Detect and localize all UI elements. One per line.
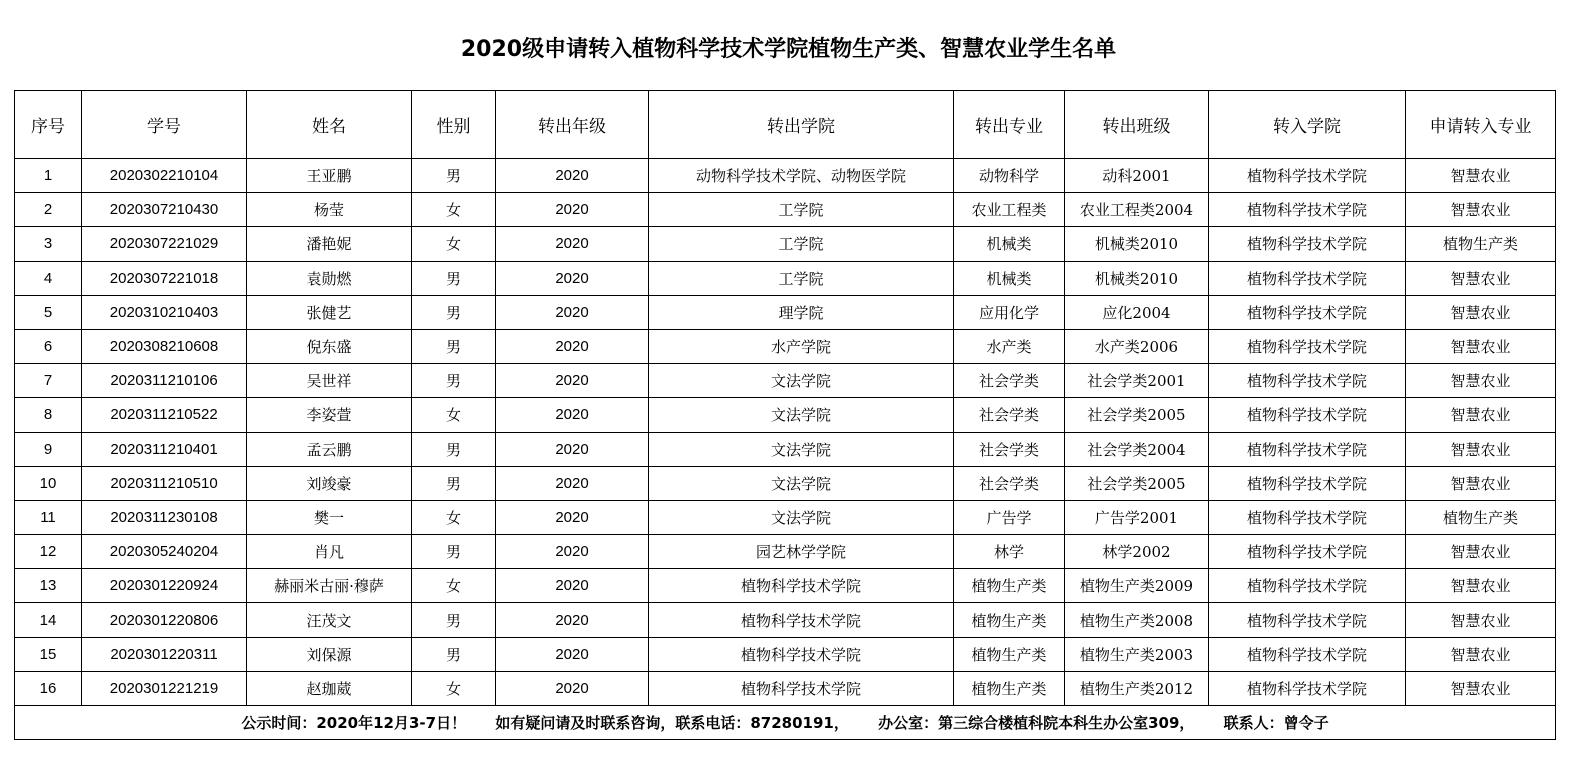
cell-from-college: 植物科学技术学院 — [649, 637, 954, 671]
cell-to-major: 智慧农业 — [1406, 159, 1556, 193]
cell-index: 3 — [15, 227, 82, 261]
cell-from-class: 广告学2001 — [1065, 500, 1209, 534]
table-row — [15, 364, 1556, 398]
header-from-college: 转出学院 — [649, 91, 954, 159]
cell-name: 赫丽米古丽·穆萨 — [247, 569, 412, 603]
cell-gender: 女 — [412, 500, 496, 534]
cell-index: 14 — [15, 603, 82, 637]
cell-to-major: 智慧农业 — [1406, 261, 1556, 295]
cell-from-college: 植物科学技术学院 — [649, 603, 954, 637]
cell-to-college: 植物科学技术学院 — [1209, 466, 1406, 500]
table-row — [15, 569, 1556, 603]
cell-student-id: 2020301220806 — [82, 603, 247, 637]
header-student-id: 学号 — [82, 91, 247, 159]
cell-student-id: 2020311210401 — [82, 432, 247, 466]
cell-student-id: 2020301220311 — [82, 637, 247, 671]
table-row — [15, 432, 1556, 466]
cell-index: 1 — [15, 159, 82, 193]
header-row — [15, 91, 1556, 159]
footer-notice — [15, 706, 1556, 740]
cell-from-class: 社会学类2001 — [1065, 364, 1209, 398]
cell-from-grade: 2020 — [496, 466, 649, 500]
cell-from-grade: 2020 — [496, 569, 649, 603]
cell-from-grade: 2020 — [496, 295, 649, 329]
table-row — [15, 295, 1556, 329]
cell-gender: 男 — [412, 295, 496, 329]
cell-to-major: 植物生产类 — [1406, 227, 1556, 261]
cell-from-grade: 2020 — [496, 603, 649, 637]
header-from-major: 转出专业 — [954, 91, 1065, 159]
cell-from-major: 植物生产类 — [954, 603, 1065, 637]
cell-from-grade: 2020 — [496, 432, 649, 466]
cell-from-class: 社会学类2005 — [1065, 398, 1209, 432]
cell-name: 潘艳妮 — [247, 227, 412, 261]
cell-from-grade: 2020 — [496, 671, 649, 705]
cell-name: 汪茂文 — [247, 603, 412, 637]
cell-from-class: 机械类2010 — [1065, 227, 1209, 261]
cell-to-college: 植物科学技术学院 — [1209, 193, 1406, 227]
cell-from-college: 水产学院 — [649, 329, 954, 363]
cell-to-major: 智慧农业 — [1406, 295, 1556, 329]
cell-name: 孟云鹏 — [247, 432, 412, 466]
cell-index: 11 — [15, 500, 82, 534]
cell-from-college: 理学院 — [649, 295, 954, 329]
cell-student-id: 2020307221029 — [82, 227, 247, 261]
cell-from-class: 动科2001 — [1065, 159, 1209, 193]
cell-from-grade: 2020 — [496, 535, 649, 569]
table-row — [15, 227, 1556, 261]
cell-index: 5 — [15, 295, 82, 329]
table-row — [15, 159, 1556, 193]
cell-name: 樊一 — [247, 500, 412, 534]
cell-from-class: 植物生产类2009 — [1065, 569, 1209, 603]
cell-index: 7 — [15, 364, 82, 398]
cell-to-college: 植物科学技术学院 — [1209, 500, 1406, 534]
cell-from-major: 水产类 — [954, 329, 1065, 363]
header-gender: 性别 — [412, 91, 496, 159]
cell-from-college: 植物科学技术学院 — [649, 569, 954, 603]
cell-from-college: 园艺林学学院 — [649, 535, 954, 569]
page-title: 2020级申请转入植物科学技术学院植物生产类、智慧农业学生名单 — [460, 37, 1117, 62]
cell-student-id: 2020301220924 — [82, 569, 247, 603]
cell-name: 杨莹 — [247, 193, 412, 227]
cell-index: 10 — [15, 466, 82, 500]
cell-student-id: 2020311230108 — [82, 500, 247, 534]
cell-from-major: 社会学类 — [954, 432, 1065, 466]
cell-name: 肖凡 — [247, 535, 412, 569]
cell-from-class: 社会学类2004 — [1065, 432, 1209, 466]
cell-gender: 男 — [412, 261, 496, 295]
header-name: 姓名 — [247, 91, 412, 159]
cell-to-college: 植物科学技术学院 — [1209, 261, 1406, 295]
cell-index: 2 — [15, 193, 82, 227]
cell-from-grade: 2020 — [496, 159, 649, 193]
notice-time: 公示时间：2020年12月3-7日！ — [241, 714, 467, 733]
cell-from-grade: 2020 — [496, 637, 649, 671]
table-row — [15, 466, 1556, 500]
cell-name: 倪东盛 — [247, 329, 412, 363]
cell-from-class: 植物生产类2008 — [1065, 603, 1209, 637]
student-table — [14, 90, 1556, 740]
cell-from-major: 社会学类 — [954, 364, 1065, 398]
cell-from-major: 农业工程类 — [954, 193, 1065, 227]
cell-from-college: 文法学院 — [649, 500, 954, 534]
cell-student-id: 2020311210106 — [82, 364, 247, 398]
header-from-class: 转出班级 — [1065, 91, 1209, 159]
cell-to-major: 智慧农业 — [1406, 535, 1556, 569]
cell-from-class: 应化2004 — [1065, 295, 1209, 329]
table-row — [15, 535, 1556, 569]
cell-to-college: 植物科学技术学院 — [1209, 535, 1406, 569]
cell-from-major: 植物生产类 — [954, 671, 1065, 705]
cell-to-college: 植物科学技术学院 — [1209, 398, 1406, 432]
cell-to-college: 植物科学技术学院 — [1209, 227, 1406, 261]
cell-to-major: 智慧农业 — [1406, 364, 1556, 398]
cell-gender: 男 — [412, 329, 496, 363]
cell-to-college: 植物科学技术学院 — [1209, 671, 1406, 705]
cell-student-id: 2020302210104 — [82, 159, 247, 193]
footer-row — [15, 706, 1556, 740]
cell-from-major: 广告学 — [954, 500, 1065, 534]
cell-from-college: 工学院 — [649, 227, 954, 261]
cell-gender: 男 — [412, 432, 496, 466]
cell-from-major: 应用化学 — [954, 295, 1065, 329]
cell-to-college: 植物科学技术学院 — [1209, 159, 1406, 193]
cell-from-class: 机械类2010 — [1065, 261, 1209, 295]
cell-from-grade: 2020 — [496, 364, 649, 398]
cell-from-major: 林学 — [954, 535, 1065, 569]
cell-to-major: 植物生产类 — [1406, 500, 1556, 534]
cell-from-grade: 2020 — [496, 193, 649, 227]
cell-student-id: 2020301221219 — [82, 671, 247, 705]
cell-to-college: 植物科学技术学院 — [1209, 432, 1406, 466]
cell-name: 吴世祥 — [247, 364, 412, 398]
cell-name: 李姿萱 — [247, 398, 412, 432]
cell-from-college: 文法学院 — [649, 364, 954, 398]
cell-index: 12 — [15, 535, 82, 569]
cell-from-major: 机械类 — [954, 261, 1065, 295]
cell-name: 王亚鹏 — [247, 159, 412, 193]
cell-to-college: 植物科学技术学院 — [1209, 637, 1406, 671]
cell-from-class: 社会学类2005 — [1065, 466, 1209, 500]
cell-student-id: 2020308210608 — [82, 329, 247, 363]
cell-from-college: 工学院 — [649, 193, 954, 227]
cell-from-college: 文法学院 — [649, 398, 954, 432]
cell-to-college: 植物科学技术学院 — [1209, 364, 1406, 398]
cell-from-class: 林学2002 — [1065, 535, 1209, 569]
cell-index: 16 — [15, 671, 82, 705]
cell-from-class: 植物生产类2012 — [1065, 671, 1209, 705]
header-from-grade: 转出年级 — [496, 91, 649, 159]
table-row — [15, 193, 1556, 227]
cell-index: 4 — [15, 261, 82, 295]
cell-to-college: 植物科学技术学院 — [1209, 569, 1406, 603]
cell-to-college: 植物科学技术学院 — [1209, 295, 1406, 329]
cell-name: 刘竣豪 — [247, 466, 412, 500]
cell-gender: 男 — [412, 637, 496, 671]
cell-index: 15 — [15, 637, 82, 671]
table-row — [15, 603, 1556, 637]
office-location: 办公室：第三综合楼植科院本科生办公室309， — [878, 714, 1195, 733]
cell-student-id: 2020305240204 — [82, 535, 247, 569]
cell-to-major: 智慧农业 — [1406, 193, 1556, 227]
cell-from-college: 文法学院 — [649, 432, 954, 466]
cell-from-grade: 2020 — [496, 500, 649, 534]
cell-to-college: 植物科学技术学院 — [1209, 329, 1406, 363]
cell-name: 刘保源 — [247, 637, 412, 671]
cell-to-major: 智慧农业 — [1406, 466, 1556, 500]
cell-from-grade: 2020 — [496, 398, 649, 432]
contact-phone: 如有疑问请及时联系咨询，联系电话：87280191， — [495, 714, 849, 733]
cell-from-major: 植物生产类 — [954, 569, 1065, 603]
header-to-college: 转入学院 — [1209, 91, 1406, 159]
cell-to-major: 智慧农业 — [1406, 398, 1556, 432]
header-index: 序号 — [15, 91, 82, 159]
cell-to-major: 智慧农业 — [1406, 329, 1556, 363]
cell-from-grade: 2020 — [496, 227, 649, 261]
cell-to-major: 智慧农业 — [1406, 432, 1556, 466]
cell-from-class: 植物生产类2003 — [1065, 637, 1209, 671]
cell-gender: 男 — [412, 603, 496, 637]
cell-from-college: 动物科学技术学院、动物医学院 — [649, 159, 954, 193]
table-row — [15, 671, 1556, 705]
table-row — [15, 637, 1556, 671]
cell-gender: 女 — [412, 671, 496, 705]
cell-to-college: 植物科学技术学院 — [1209, 603, 1406, 637]
cell-gender: 女 — [412, 569, 496, 603]
cell-to-major: 智慧农业 — [1406, 603, 1556, 637]
cell-from-grade: 2020 — [496, 261, 649, 295]
cell-from-major: 社会学类 — [954, 466, 1065, 500]
table-row — [15, 398, 1556, 432]
cell-student-id: 2020307221018 — [82, 261, 247, 295]
cell-gender: 女 — [412, 398, 496, 432]
cell-from-college: 工学院 — [649, 261, 954, 295]
cell-name: 张健艺 — [247, 295, 412, 329]
cell-to-major: 智慧农业 — [1406, 637, 1556, 671]
cell-index: 8 — [15, 398, 82, 432]
table-row — [15, 500, 1556, 534]
cell-from-major: 动物科学 — [954, 159, 1065, 193]
cell-from-college: 植物科学技术学院 — [649, 671, 954, 705]
cell-to-major: 智慧农业 — [1406, 671, 1556, 705]
cell-from-major: 植物生产类 — [954, 637, 1065, 671]
cell-student-id: 2020310210403 — [82, 295, 247, 329]
cell-gender: 男 — [412, 159, 496, 193]
table-row — [15, 261, 1556, 295]
cell-from-major: 机械类 — [954, 227, 1065, 261]
cell-index: 6 — [15, 329, 82, 363]
cell-gender: 男 — [412, 466, 496, 500]
cell-from-grade: 2020 — [496, 329, 649, 363]
cell-student-id: 2020311210522 — [82, 398, 247, 432]
header-to-major: 申请转入专业 — [1406, 91, 1556, 159]
cell-from-major: 社会学类 — [954, 398, 1065, 432]
cell-index: 9 — [15, 432, 82, 466]
cell-student-id: 2020307210430 — [82, 193, 247, 227]
cell-student-id: 2020311210510 — [82, 466, 247, 500]
cell-name: 袁勋燃 — [247, 261, 412, 295]
cell-from-class: 农业工程类2004 — [1065, 193, 1209, 227]
cell-to-major: 智慧农业 — [1406, 569, 1556, 603]
cell-index: 13 — [15, 569, 82, 603]
cell-from-college: 文法学院 — [649, 466, 954, 500]
cell-gender: 女 — [412, 193, 496, 227]
cell-gender: 男 — [412, 535, 496, 569]
contact-person: 联系人：曾令子 — [1223, 714, 1329, 733]
cell-gender: 女 — [412, 227, 496, 261]
cell-name: 赵珈葳 — [247, 671, 412, 705]
table-row — [15, 329, 1556, 363]
cell-gender: 男 — [412, 364, 496, 398]
cell-from-class: 水产类2006 — [1065, 329, 1209, 363]
